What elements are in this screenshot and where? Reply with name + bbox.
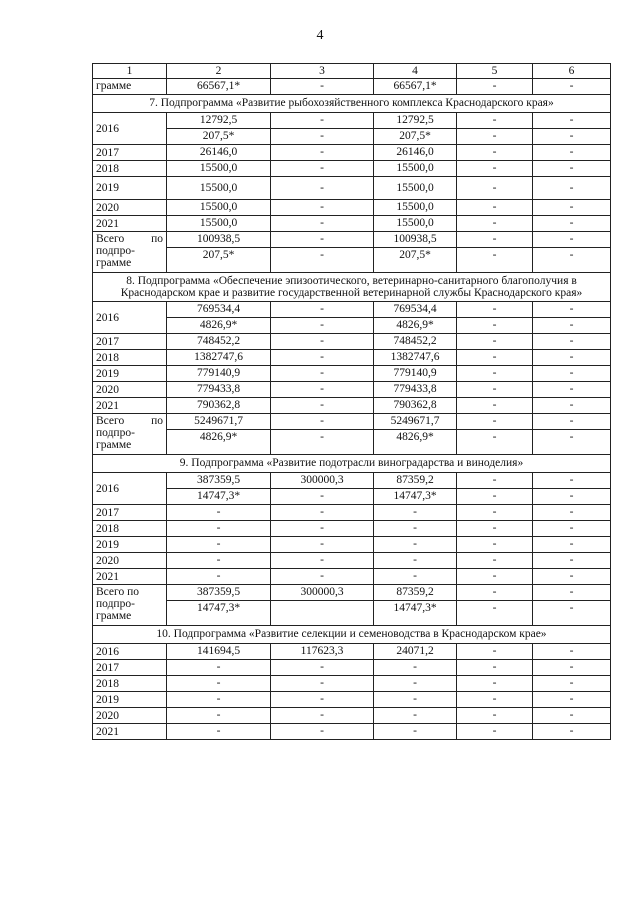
- cell-value: 15500,0: [167, 177, 271, 200]
- cell-value: -: [271, 366, 374, 382]
- cell-value: -: [457, 200, 533, 216]
- year-label: 2018: [93, 521, 167, 537]
- cell-value: -: [374, 676, 457, 692]
- year-row: [93, 489, 611, 505]
- year-row: [93, 505, 611, 521]
- year-label: 2021: [93, 724, 167, 740]
- cell-value: 12792,5: [374, 113, 457, 129]
- cell-value: -: [457, 161, 533, 177]
- cell-value: -: [533, 177, 611, 200]
- cell-value: 207,5*: [167, 248, 271, 273]
- cell-value: -: [271, 177, 374, 200]
- cell-value: -: [533, 129, 611, 145]
- cell-value: 14747,3*: [167, 601, 271, 626]
- cell-value: -: [374, 692, 457, 708]
- column-number-row: [93, 64, 611, 79]
- cell-value: -: [457, 145, 533, 161]
- cell-value: -: [457, 177, 533, 200]
- total-label-word: подпро-: [96, 598, 135, 610]
- year-label: 2016: [93, 302, 167, 334]
- year-row: [93, 382, 611, 398]
- cell-value: -: [271, 216, 374, 232]
- cell-value: -: [271, 161, 374, 177]
- cell-value: -: [271, 248, 374, 273]
- total-row: [93, 585, 611, 601]
- cell-value: -: [271, 145, 374, 161]
- cell-value: -: [374, 537, 457, 553]
- cell-value: -: [533, 382, 611, 398]
- year-row: [93, 161, 611, 177]
- cell-value: -: [167, 521, 271, 537]
- cell-value: -: [167, 569, 271, 585]
- cell-value: 14747,3*: [374, 489, 457, 505]
- cell-value: 15500,0: [374, 177, 457, 200]
- total-label-word: по: [151, 415, 163, 427]
- total-row: [93, 430, 611, 455]
- cell-value: -: [533, 601, 611, 626]
- cell-value: 5249671,7: [167, 414, 271, 430]
- year-label: 2019: [93, 177, 167, 200]
- total-label-word: Всего: [96, 233, 125, 245]
- year-label: 2017: [93, 505, 167, 521]
- year-label: 2017: [93, 334, 167, 350]
- cell-value: -: [457, 129, 533, 145]
- year-row: [93, 366, 611, 382]
- cell-value: -: [271, 692, 374, 708]
- total-label-word: Всего: [96, 415, 125, 427]
- year-row: [93, 129, 611, 145]
- cell-value: -: [533, 660, 611, 676]
- cell-value: -: [457, 489, 533, 505]
- cell-value: -: [167, 724, 271, 740]
- cell-value: -: [271, 334, 374, 350]
- cell-value: 15500,0: [374, 200, 457, 216]
- cell-value: -: [271, 569, 374, 585]
- total-label-word: грамме: [96, 439, 132, 451]
- cell-value: -: [457, 318, 533, 334]
- year-row: [93, 113, 611, 129]
- year-row: [93, 521, 611, 537]
- year-label: 2021: [93, 398, 167, 414]
- cell-value: 15500,0: [167, 161, 271, 177]
- cell-value: -: [533, 318, 611, 334]
- cell-value: -: [271, 350, 374, 366]
- cell-value: -: [271, 398, 374, 414]
- year-row: [93, 553, 611, 569]
- cell-value: -: [271, 708, 374, 724]
- cell-value: 207,5*: [374, 248, 457, 273]
- cell-value: -: [533, 569, 611, 585]
- year-row: [93, 302, 611, 318]
- year-label: 2021: [93, 569, 167, 585]
- year-row: [93, 473, 611, 489]
- year-label: 2020: [93, 553, 167, 569]
- cell-value: -: [374, 505, 457, 521]
- cell-value: 100938,5: [374, 232, 457, 248]
- cell-value: -: [533, 644, 611, 660]
- year-label: 2021: [93, 216, 167, 232]
- year-row: [93, 569, 611, 585]
- subprogram-title: 7. Подпрограмма «Развитие рыбохозяйственного комплекса Краснодарского края»: [93, 95, 611, 113]
- cell-value: -: [457, 473, 533, 489]
- year-row: [93, 724, 611, 740]
- cell-value: -: [533, 232, 611, 248]
- cell-value: 141694,5: [167, 644, 271, 660]
- cell-value: 1382747,6: [167, 350, 271, 366]
- year-label: 2018: [93, 676, 167, 692]
- cell-value: -: [167, 537, 271, 553]
- year-row: [93, 200, 611, 216]
- cell-value: 26146,0: [167, 145, 271, 161]
- cell-value: -: [533, 302, 611, 318]
- year-row: [93, 660, 611, 676]
- cell-value: 748452,2: [167, 334, 271, 350]
- total-label-word: подпро-: [96, 427, 135, 439]
- cell-value: -: [271, 414, 374, 430]
- cell-value: 769534,4: [167, 302, 271, 318]
- year-label: 2019: [93, 537, 167, 553]
- cell-value: -: [533, 553, 611, 569]
- year-label: 2016: [93, 113, 167, 145]
- cell-value: -: [167, 553, 271, 569]
- total-label-word: грамме: [96, 610, 132, 622]
- cell-value: -: [533, 724, 611, 740]
- cell-value: 300000,3: [271, 473, 374, 489]
- cell-value: -: [457, 601, 533, 626]
- subprogram-title: 9. Подпрограмма «Развитие подотрасли виноградарства и виноделия»: [93, 455, 611, 473]
- cell-value: -: [457, 382, 533, 398]
- subprogram-title-row: [93, 273, 611, 302]
- cell-value: -: [457, 302, 533, 318]
- cell-value: -: [167, 692, 271, 708]
- cell-value: -: [533, 398, 611, 414]
- cell-value: 87359,2: [374, 473, 457, 489]
- cell-value: 14747,3*: [167, 489, 271, 505]
- cell-value: -: [533, 521, 611, 537]
- cell-value: -: [457, 585, 533, 601]
- cell-value: -: [533, 79, 611, 95]
- cell-value: 87359,2: [374, 585, 457, 601]
- cell-value: 66567,1*: [374, 79, 457, 95]
- cell-value: -: [271, 553, 374, 569]
- cell-value: -: [533, 145, 611, 161]
- cell-value: -: [457, 537, 533, 553]
- cell-value: -: [533, 708, 611, 724]
- cell-value: 15500,0: [167, 200, 271, 216]
- cell-value: -: [457, 350, 533, 366]
- cell-value: -: [167, 708, 271, 724]
- column-number: 1: [93, 64, 167, 79]
- cell-value: -: [533, 414, 611, 430]
- cell-value: 4826,9*: [374, 430, 457, 455]
- year-row: [93, 145, 611, 161]
- cell-value: -: [457, 113, 533, 129]
- cell-value: 207,5*: [374, 129, 457, 145]
- subprogram-title-row: [93, 95, 611, 113]
- total-label: [93, 232, 167, 273]
- budget-table: [92, 63, 611, 740]
- year-label: 2019: [93, 366, 167, 382]
- year-row: [93, 644, 611, 660]
- cell-value: -: [457, 569, 533, 585]
- page-number: 4: [316, 28, 324, 43]
- cell-value: 387359,5: [167, 473, 271, 489]
- subprogram-title-row: [93, 455, 611, 473]
- cell-value: -: [271, 489, 374, 505]
- total-row: [93, 248, 611, 273]
- cell-value: 12792,5: [167, 113, 271, 129]
- subprogram-title-row: [93, 626, 611, 644]
- column-number: 3: [271, 64, 374, 79]
- year-row: [93, 177, 611, 200]
- total-label: [93, 585, 167, 626]
- cell-value: -: [271, 521, 374, 537]
- year-label: 2019: [93, 692, 167, 708]
- year-row: [93, 334, 611, 350]
- cell-value: -: [457, 366, 533, 382]
- cell-value: 5249671,7: [374, 414, 457, 430]
- cell-value: -: [533, 692, 611, 708]
- cell-value: -: [457, 398, 533, 414]
- cell-value: 300000,3: [271, 585, 374, 601]
- cell-value: -: [533, 113, 611, 129]
- cell-value: -: [457, 660, 533, 676]
- cell-value: -: [374, 569, 457, 585]
- cell-value: 790362,8: [374, 398, 457, 414]
- total-label-word: по: [151, 233, 163, 245]
- year-label: 2016: [93, 644, 167, 660]
- cell-value: -: [271, 232, 374, 248]
- year-label: 2018: [93, 350, 167, 366]
- cell-value: -: [457, 676, 533, 692]
- cell-value: -: [271, 430, 374, 455]
- cell-value: -: [533, 248, 611, 273]
- cell-value: -: [374, 521, 457, 537]
- cell-value: -: [271, 79, 374, 95]
- cell-value: 26146,0: [374, 145, 457, 161]
- total-label: [93, 414, 167, 455]
- cell-value: -: [533, 676, 611, 692]
- cell-value: 769534,4: [374, 302, 457, 318]
- cell-value: -: [457, 708, 533, 724]
- year-row: [93, 692, 611, 708]
- cell-value: -: [271, 505, 374, 521]
- cell-value: -: [167, 660, 271, 676]
- cell-value: -: [533, 366, 611, 382]
- year-row: [93, 398, 611, 414]
- cell-value: 4826,9*: [167, 430, 271, 455]
- cell-value: 748452,2: [374, 334, 457, 350]
- cell-value: 4826,9*: [167, 318, 271, 334]
- total-row: [93, 414, 611, 430]
- cell-value: -: [374, 553, 457, 569]
- cell-value: -: [533, 585, 611, 601]
- cell-value: -: [533, 350, 611, 366]
- cell-value: -: [457, 232, 533, 248]
- cell-value: 14747,3*: [374, 601, 457, 626]
- year-row: [93, 318, 611, 334]
- year-row: [93, 537, 611, 553]
- cell-value: -: [457, 553, 533, 569]
- cell-value: 24071,2: [374, 644, 457, 660]
- cell-value: 779433,8: [374, 382, 457, 398]
- cell-value: 779433,8: [167, 382, 271, 398]
- cell-value: -: [457, 216, 533, 232]
- cell-value: 66567,1*: [167, 79, 271, 95]
- year-label: 2017: [93, 660, 167, 676]
- cell-value: -: [457, 521, 533, 537]
- cell-value: 4826,9*: [374, 318, 457, 334]
- subprogram-title: 10. Подпрограмма «Развитие селекции и семеноводства в Краснодарском крае»: [93, 626, 611, 644]
- column-number: 4: [374, 64, 457, 79]
- cell-value: -: [271, 537, 374, 553]
- cell-value: -: [533, 505, 611, 521]
- total-label-word: грамме: [96, 257, 132, 269]
- column-number: 2: [167, 64, 271, 79]
- cell-value: 207,5*: [167, 129, 271, 145]
- cell-value: -: [374, 724, 457, 740]
- cell-value: 790362,8: [167, 398, 271, 414]
- cell-value: -: [533, 489, 611, 505]
- cell-value: -: [271, 302, 374, 318]
- cell-value: -: [533, 216, 611, 232]
- cell-value: 15500,0: [374, 216, 457, 232]
- cell-value: -: [271, 676, 374, 692]
- year-label: 2017: [93, 145, 167, 161]
- cell-value: -: [533, 200, 611, 216]
- cell-value: -: [533, 473, 611, 489]
- cell-value: -: [457, 505, 533, 521]
- year-row: [93, 708, 611, 724]
- cell-value: -: [167, 505, 271, 521]
- cell-value: -: [457, 644, 533, 660]
- total-row: [93, 232, 611, 248]
- cell-value: -: [271, 113, 374, 129]
- cell-value: -: [457, 334, 533, 350]
- cell-value: -: [533, 161, 611, 177]
- year-label: 2020: [93, 200, 167, 216]
- cell-value: 1382747,6: [374, 350, 457, 366]
- cell-value: -: [271, 129, 374, 145]
- cell-value: -: [457, 724, 533, 740]
- cell-value: 117623,3: [271, 644, 374, 660]
- cell-value: -: [271, 660, 374, 676]
- cell-value: -: [374, 660, 457, 676]
- cell-value: -: [271, 318, 374, 334]
- cell-value: -: [533, 334, 611, 350]
- cell-value: -: [271, 724, 374, 740]
- total-label-word: Всего по: [96, 586, 139, 598]
- cell-value: -: [457, 79, 533, 95]
- year-label: 2020: [93, 382, 167, 398]
- year-label: 2020: [93, 708, 167, 724]
- year-label: 2016: [93, 473, 167, 505]
- cell-value: -: [457, 692, 533, 708]
- cell-value: 779140,9: [167, 366, 271, 382]
- cell-value: -: [457, 430, 533, 455]
- cell-value: -: [271, 200, 374, 216]
- row-label: грамме: [93, 79, 167, 95]
- column-number: 5: [457, 64, 533, 79]
- year-label: 2018: [93, 161, 167, 177]
- year-row: [93, 216, 611, 232]
- subprogram-title: 8. Подпрограмма «Обеспечение эпизоотического, ветеринарно-санитарного благополучия в Краснодарском крае и развитие государственной ветеринарной службы Краснодарского края»: [93, 273, 611, 302]
- year-row: [93, 676, 611, 692]
- cell-value: 15500,0: [374, 161, 457, 177]
- cell-value: 387359,5: [167, 585, 271, 601]
- cell-value: -: [457, 414, 533, 430]
- cell-value: -: [167, 676, 271, 692]
- total-row: [93, 601, 611, 626]
- cell-value: -: [271, 382, 374, 398]
- cell-value: [271, 601, 374, 626]
- column-number: 6: [533, 64, 611, 79]
- total-label-word: подпро-: [96, 245, 135, 257]
- cell-value: -: [374, 708, 457, 724]
- cell-value: -: [457, 248, 533, 273]
- year-row: [93, 350, 611, 366]
- carry-over-row: [93, 79, 611, 95]
- cell-value: 779140,9: [374, 366, 457, 382]
- cell-value: 100938,5: [167, 232, 271, 248]
- cell-value: -: [533, 430, 611, 455]
- cell-value: 15500,0: [167, 216, 271, 232]
- cell-value: -: [533, 537, 611, 553]
